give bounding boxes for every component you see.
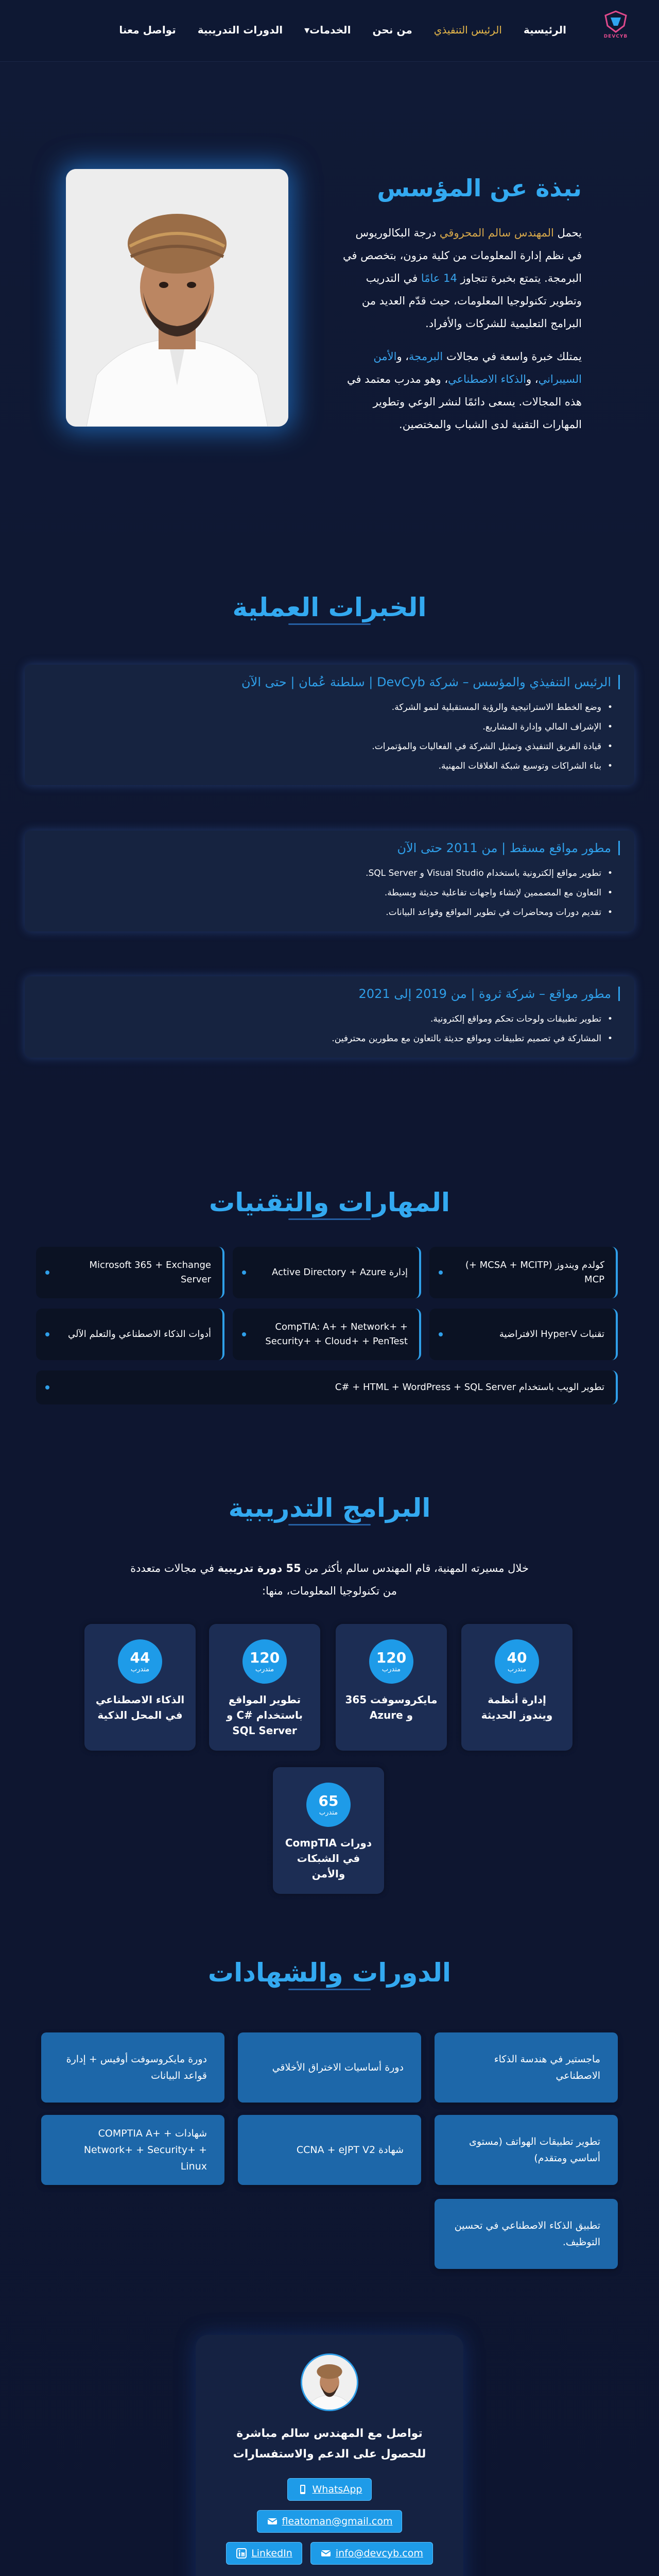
course-label: تطبيق الذكاء الاصطناعي في تحسين التوظيف. xyxy=(454,2220,600,2248)
training-card-title: الذكاء الاصطناعي في المحل الذكية xyxy=(95,1693,185,1721)
email-label: fleatoman@gmail.com xyxy=(282,2516,393,2527)
course-card[interactable] xyxy=(41,2032,224,2103)
experience-point: • الإشراف المالي وإدارة المشاريع. xyxy=(39,717,601,737)
skill-item xyxy=(429,1309,618,1360)
skills-title xyxy=(0,1188,659,1220)
experience-point: • المشاركة في تصميم تطبيقات ومواقع حديثة بالتعاون مع مطورين محترفين. xyxy=(39,1029,601,1048)
course-card[interactable] xyxy=(238,2115,421,2185)
about-text-part: في التدريب وتطوير تكنولوجيا المعلومات، حيث قدّم العديد من البرامج التعليمية للشركات والأفراد. xyxy=(361,272,582,330)
about-paragraph-2 xyxy=(340,345,582,436)
contact-row xyxy=(196,2478,463,2501)
trainee-count: 40 xyxy=(507,1649,527,1666)
email-button-gmail[interactable] xyxy=(257,2510,403,2533)
trainee-unit: متدرب xyxy=(381,1665,401,1673)
course-card[interactable] xyxy=(435,2199,618,2269)
skill-item xyxy=(429,1247,618,1298)
course-label: شهادات COMPTIA A+ + Network+ + Security+ + Linux xyxy=(83,2128,207,2172)
top-nav xyxy=(0,0,659,62)
years-highlight: 14 عامًا xyxy=(421,272,457,284)
about-text-part: ، وهو مدرب معتمد في هذه المجالات. يسعى دائمًا لنشر الوعي وتطوير المهارات التقنية لدى الشباب والمختصين. xyxy=(346,373,582,431)
title-underline xyxy=(288,623,371,625)
training-card-title: دورات CompTIA في الشبكات والأمن xyxy=(285,1837,372,1880)
experience-point: • تطوير مواقع إلكترونية باستخدام Visual Studio و SQL Server. xyxy=(39,863,601,883)
about-text xyxy=(340,222,582,446)
experience-point: • التعاون مع المصممين لإنشاء واجهات تفاعلية حديثة وبسيطة. xyxy=(39,883,601,903)
bullet-dot-icon xyxy=(242,1332,246,1336)
experience-title xyxy=(0,592,659,625)
linkedin-label: LinkedIn xyxy=(251,2548,292,2559)
training-intro-part: خلال مسيرته المهنية، قام المهندس سالم بأكثر من xyxy=(301,1562,529,1574)
whatsapp-label: WhatsApp xyxy=(312,2484,362,2495)
founder-photo xyxy=(66,169,288,427)
training-title-text: البرامج التدريبية xyxy=(228,1493,431,1523)
experience-points xyxy=(39,698,620,776)
logo-shield-icon xyxy=(603,10,628,33)
training-card-title: مايكروسوفت 365 و Azure xyxy=(345,1693,438,1721)
experience-card xyxy=(25,831,634,931)
email-button-devcyb[interactable] xyxy=(310,2542,433,2565)
nav-item-ceo[interactable]: الرئيس التنفيذي xyxy=(433,24,502,36)
cybersecurity-highlight: الأمن السيبراني xyxy=(373,350,582,385)
skill-label: كولدم ويندوز (MCSA + MCITP +) MCP xyxy=(465,1260,604,1285)
training-intro-line-2: من تكنولوجيا المعلومات، منها: xyxy=(262,1585,397,1597)
skill-item xyxy=(36,1370,618,1404)
course-label: تطوير تطبيقات الهواتف (مستوى أساسي ومتقدم) xyxy=(469,2136,600,2164)
training-card-title: إدارة أنظمة ويندوز الحديثة xyxy=(481,1693,553,1721)
skill-label: CompTIA: A+ + Network+ + Security+ + Cloud+ + PenTest xyxy=(265,1321,408,1347)
course-label: ماجستير في هندسة الذكاء الاصطناعي xyxy=(494,2054,600,2081)
linkedin-button[interactable] xyxy=(226,2542,302,2565)
programming-highlight: البرمجة xyxy=(409,350,443,363)
email-icon xyxy=(320,2548,332,2559)
trainee-count: 44 xyxy=(130,1649,150,1666)
training-intro xyxy=(0,1557,659,1602)
skill-item xyxy=(233,1247,421,1298)
about-text-part: يحمل xyxy=(553,227,582,239)
bullet-dot-icon xyxy=(439,1332,443,1336)
nav-item-contact[interactable]: تواصل معنا xyxy=(119,24,176,36)
nav-logo-text: DEVCYB xyxy=(603,34,628,39)
trainee-count-badge xyxy=(495,1639,539,1684)
nav-logo[interactable] xyxy=(599,10,632,43)
contact-row xyxy=(196,2542,463,2565)
experience-point: • قيادة الفريق التنفيذي وتمثيل الشركة في الفعاليات والمؤتمرات. xyxy=(39,737,601,756)
skill-label: تقنيات Hyper-V الافتراضية xyxy=(499,1329,604,1340)
bullet-dot-icon xyxy=(45,1270,49,1275)
trainee-count-badge xyxy=(306,1783,351,1827)
trainee-unit: متدرب xyxy=(255,1665,274,1673)
about-text-part: درجة البكالوريوس في نظم إدارة المعلومات من كلية مزون، بتخصص في البرمجة. يتمتع بخبرة تتجاوز xyxy=(342,227,582,284)
trainee-unit: متدرب xyxy=(319,1808,338,1817)
skills-title-text: المهارات والتقنيات xyxy=(209,1188,450,1217)
experience-heading: الرئيس التنفيذي والمؤسس – شركة DevCyb | سلطنة عُمان | حتى الآن xyxy=(39,675,620,689)
skill-label: تطوير الويب باستخدام C# + HTML + WordPress + SQL Server xyxy=(335,1382,604,1393)
bullet-dot-icon xyxy=(439,1270,443,1275)
contact-row xyxy=(196,2510,463,2533)
ai-highlight: الذكاء الاصطناعي xyxy=(448,373,526,385)
training-title xyxy=(0,1493,659,1526)
email-icon xyxy=(267,2516,278,2527)
training-card xyxy=(461,1624,573,1751)
title-underline xyxy=(288,1989,371,1990)
experience-points xyxy=(39,863,620,922)
experience-card xyxy=(25,976,634,1058)
training-intro-part: في مجالات متعددة xyxy=(130,1562,218,1574)
about-text-part: ، و xyxy=(396,350,409,363)
course-label: دورة مايكروسوفت أوفيس + إدارة قواعد البيانات xyxy=(66,2054,207,2081)
training-card-title: تطوير المواقع باستخدام #C و SQL Server xyxy=(226,1693,303,1737)
about-title: نبذة عن المؤسس xyxy=(377,174,582,202)
email-label: info@devcyb.com xyxy=(335,2548,423,2559)
linkedin-icon xyxy=(236,2548,247,2559)
trainee-count: 120 xyxy=(249,1649,280,1666)
skill-item xyxy=(233,1309,421,1360)
skill-item xyxy=(36,1309,224,1360)
whatsapp-button[interactable] xyxy=(287,2478,372,2501)
contact-title: تواصل مع المهندس سالم مباشرة للحصول على الدعم والاستفسارات xyxy=(233,2427,426,2461)
skill-label: أدوات الذكاء الاصطناعي والتعلم الآلي xyxy=(68,1329,211,1340)
about-text-part: يمتلك خبرة واسعة في مجالات xyxy=(443,350,582,363)
nav-menu xyxy=(119,24,566,36)
experience-point: • وضع الخطط الاستراتيجية والرؤية المستقبلية لنمو الشركة. xyxy=(39,698,601,717)
trainee-unit: متدرب xyxy=(507,1665,527,1673)
course-label: دورة أساسيات الاختراق الأخلاقي xyxy=(272,2062,404,2073)
experience-point: • تطوير تطبيقات ولوحات تحكم ومواقع إلكترونية. xyxy=(39,1009,601,1029)
nav-item-home[interactable]: الرئيسية xyxy=(523,24,566,36)
training-card xyxy=(273,1767,384,1894)
course-card[interactable] xyxy=(238,2032,421,2103)
experience-point: • بناء الشراكات وتوسيع شبكة العلاقات المهنية. xyxy=(39,756,601,776)
trainee-count-badge xyxy=(369,1639,413,1684)
about-text-part: ، و xyxy=(526,373,539,385)
trainee-count-badge xyxy=(242,1639,287,1684)
founder-name: المهندس سالم المحروقي xyxy=(439,227,554,239)
nav-item-about[interactable]: من نحن xyxy=(372,24,412,36)
course-card[interactable] xyxy=(435,2032,618,2103)
skill-label: إدارة Active Directory + Azure xyxy=(271,1267,408,1278)
contact-avatar xyxy=(301,2353,358,2411)
about-paragraph-1 xyxy=(340,222,582,335)
nav-item-services[interactable]: الخدمات▾ xyxy=(304,24,351,36)
contact-card xyxy=(196,2335,463,2576)
bullet-dot-icon xyxy=(242,1270,246,1275)
experience-points xyxy=(39,1009,620,1048)
training-card xyxy=(209,1624,320,1751)
training-card xyxy=(336,1624,447,1751)
skill-label: Microsoft 365 + Exchange Server xyxy=(89,1260,211,1285)
skill-item xyxy=(36,1247,224,1298)
bullet-dot-icon xyxy=(45,1332,49,1336)
title-underline xyxy=(288,1218,371,1220)
experience-title-text: الخبرات العملية xyxy=(232,592,427,622)
trainee-count: 120 xyxy=(376,1649,407,1666)
trainee-count-badge xyxy=(118,1639,162,1684)
training-card xyxy=(84,1624,196,1751)
experience-point: • تقديم دورات ومحاضرات في تطوير المواقع وقواعد البيانات. xyxy=(39,903,601,922)
training-count-highlight: 55 دورة تدريبية xyxy=(217,1562,301,1574)
trainee-unit: متدرب xyxy=(130,1665,150,1673)
courses-title-text: الدورات والشهادات xyxy=(207,1958,452,1988)
experience-heading: مطور مواقع – شركة ثروة | من 2019 إلى 2021 xyxy=(39,987,620,1001)
course-label: شهادة CCNA + eJPT V2 xyxy=(296,2144,404,2156)
course-card[interactable] xyxy=(435,2115,618,2185)
title-underline xyxy=(288,1524,371,1526)
trainee-count: 65 xyxy=(318,1792,339,1809)
experience-heading: مطور مواقع مسقط | من 2011 حتى الآن xyxy=(39,841,620,855)
phone-icon xyxy=(297,2484,308,2495)
experience-card xyxy=(25,665,634,785)
courses-title xyxy=(0,1958,659,1990)
bullet-dot-icon xyxy=(45,1385,49,1389)
course-card[interactable] xyxy=(41,2115,224,2185)
training-intro-line-1 xyxy=(0,1557,659,1580)
nav-item-courses[interactable]: الدورات التدريبية xyxy=(197,24,283,36)
